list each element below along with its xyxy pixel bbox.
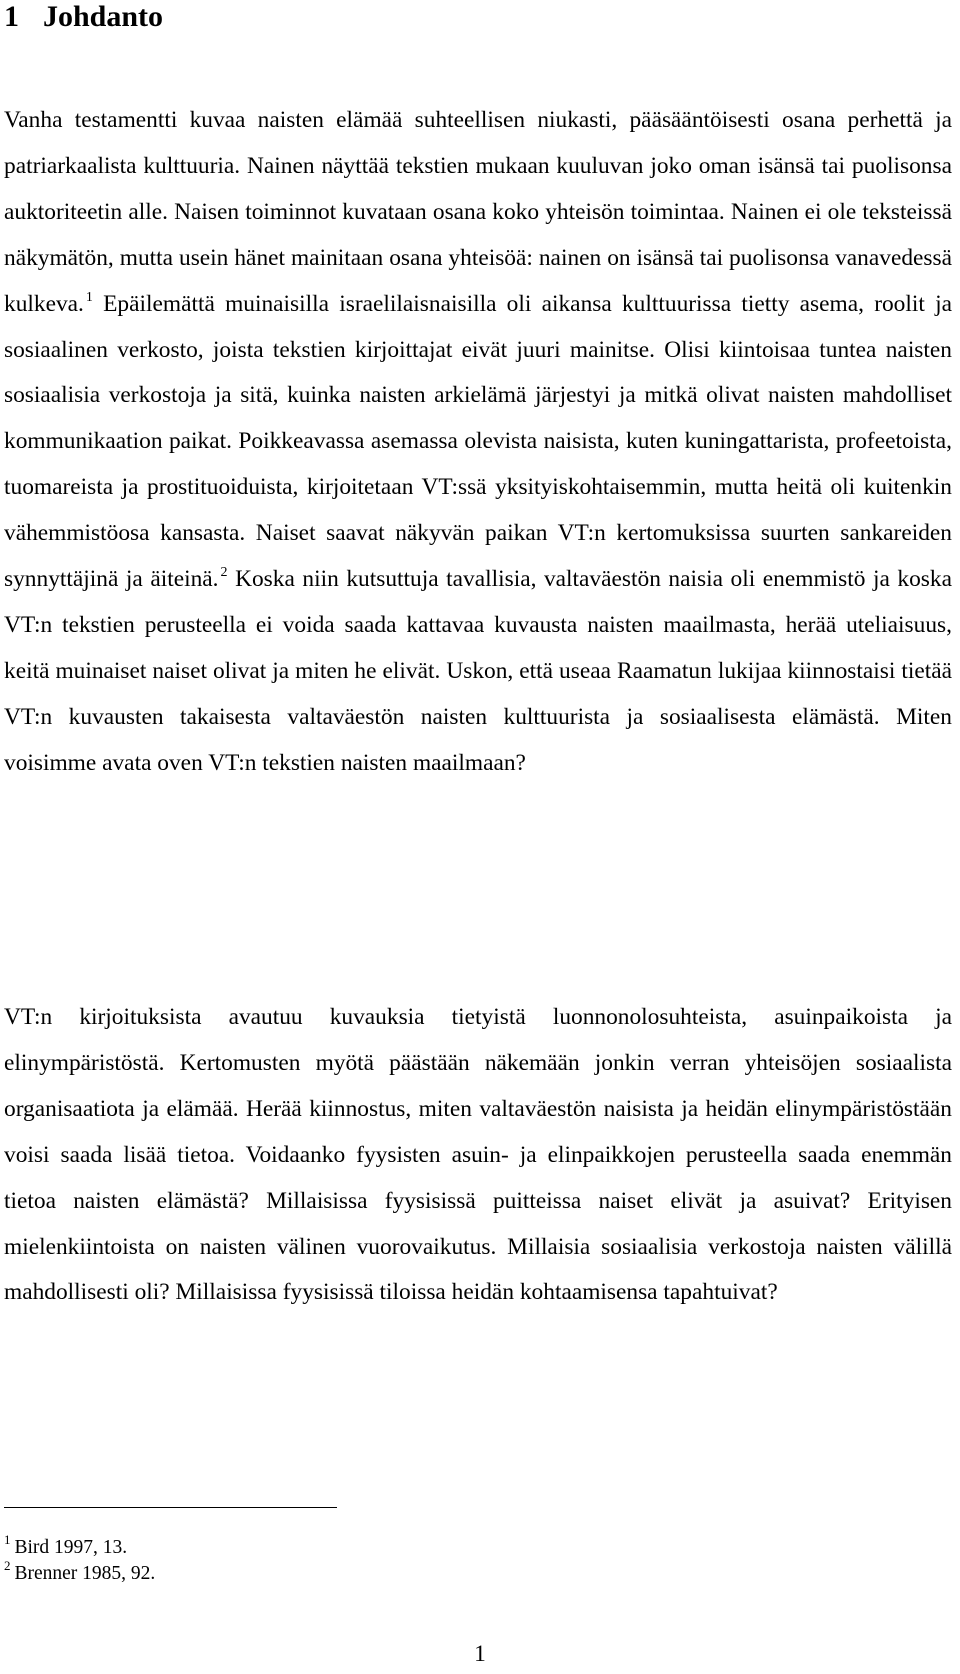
chapter-heading [4, 0, 163, 34]
footnote-marker: 2 [4, 1558, 11, 1573]
footnote-text: Brenner 1985, 92. [14, 1563, 156, 1584]
footnote-reference-1[interactable]: 1 [85, 289, 93, 305]
chapter-title: Johdanto [43, 0, 164, 33]
paragraph-text: Vanha testamentti kuvaa naisten elämää suhteellisen niukasti, pääsääntöisesti osana perhettä ja patriarkaalista kulttuuria. Nainen näyttää tekstien mukaan kuuluvan joko oman isänsä tai puolisonsa auktoriteetin alle. Naisen toiminnot kuvataan osana koko yhteisön toimintaa. Nainen ei ole teksteissä näkymätön, mutta usein hänet mainitaan osana yhteisöä: nainen on isänsä tai puolisonsa vanavedessä kulkeva. [4, 107, 952, 317]
paragraph-text: Koska niin kutsuttuja tavallisia, valtaväestön naisia oli enemmistö ja koska VT:n tekstien perusteella ei voida saada kattavaa kuvausta naisten maailmasta, herää uteliaisuus, keitä muinaiset naiset olivat ja miten he elivät. Uskon, että useaa Raamatun lukijaa kiinnostaisi tietää VT:n kuvausten takaisesta valtaväestön naisten kulttuurista ja sosiaalisesta elämästä. Miten voisimme avata oven VT:n tekstien naisten maailmaan? [4, 566, 952, 776]
footnote-1 [4, 1532, 128, 1560]
paragraph-text: VT:n kirjoituksista avautuu kuvauksia tietyistä luonnonolosuhteista, asuinpaikoista ja elinympäristöstä. Kertomusten myötä päästään näkemään jonkin verran yhteisöjen sosiaalista organisaatiota ja elämää. Herää kiinnostus, miten valtaväestön naisista ja heidän elinympäristöstään voisi saada lisää tietoa. Voidaanko fyysisten asuin- ja elinpaikkojen perusteella saada enemmän tietoa naisten elämästä? Millaisissa fyysisissä puitteissa naiset elivät ja asuivat? Erityisen mielenkiintoista on naisten välinen vuorovaikutus. Millaisia sosiaalisia verkostoja naisten välillä mahdollisesti oli? Millaisissa fyysisissä tiloissa heidän kohtaamisensa tapahtuivat? [4, 1004, 952, 1306]
chapter-number: 1 [4, 0, 19, 33]
footnote-reference-2[interactable]: 2 [220, 565, 228, 581]
footnote-marker: 1 [4, 1532, 11, 1547]
page-number: 1 [474, 1641, 486, 1667]
body-paragraph-1 [4, 98, 952, 787]
body-paragraph-2 [4, 995, 952, 1316]
footnote-separator [4, 1507, 337, 1508]
footnote-text: Bird 1997, 13. [14, 1537, 128, 1558]
footnote-2 [4, 1558, 156, 1586]
paragraph-text: Epäilemättä muinaisilla israelilaisnaisilla oli aikansa kulttuurissa tietty asema, roolit ja sosiaalinen verkosto, joista tekstien kirjoittajat eivät juuri mainitse. Olisi kiintoisaa tuntea naisten sosiaalisia verkostoja ja sitä, kuinka naisten arkielämä järjestyi ja mitkä olivat naisten mahdolliset kommunikaation paikat. Poikkeavassa asemassa olevista naisista, kuten kuningattarista, profeetoista, tuomareista ja prostituoiduista, kirjoitetaan VT:ssä yksityiskohtaisemmin, mutta heitä oli kuitenkin vähemmistöosa kansasta. Naiset saavat näkyvän paikan VT:n kertomuksissa suurten sankareiden synnyttäjinä ja äiteinä. [4, 290, 952, 593]
